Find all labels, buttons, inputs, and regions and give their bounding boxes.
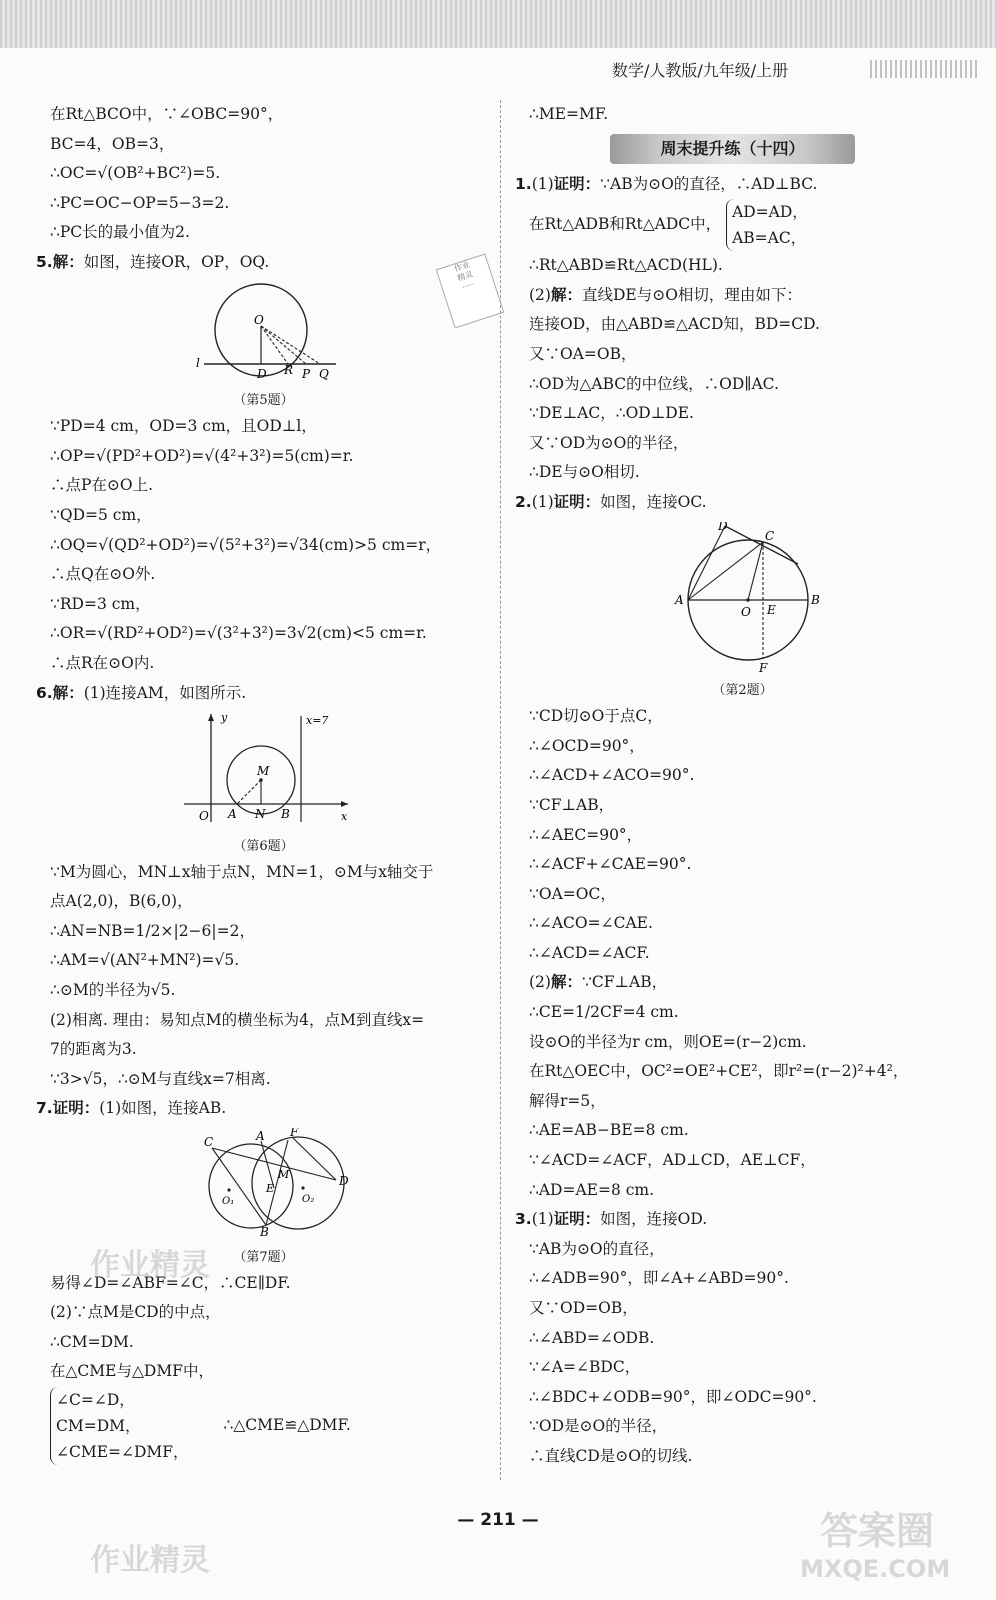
figure-7-diagram xyxy=(36,1128,491,1238)
text-line: ∴点R在⊙O内. xyxy=(50,653,155,672)
question-number: 3. xyxy=(515,1210,532,1229)
watermark: 作业精灵 xyxy=(90,1248,210,1283)
text-span: ∵CF⊥AB， xyxy=(581,973,668,992)
label-y: y xyxy=(221,712,228,725)
label-O: O xyxy=(254,312,264,327)
text-line: 7的距离为3. xyxy=(50,1040,137,1059)
part-label: (1) xyxy=(531,492,554,511)
text-line: ∴∠BDC+∠ODB=90°，即∠ODC=90°. xyxy=(529,1387,817,1406)
brace-line: AB=AC， xyxy=(732,229,807,248)
text-line: ∴CM=DM. xyxy=(50,1332,134,1351)
brace-group xyxy=(50,1387,189,1465)
text-line: 在Rt△ADB和Rt△ADC中， xyxy=(529,215,722,234)
text-line: BC=4，OB=3， xyxy=(50,134,175,153)
text-line: ∵∠A=∠BDC， xyxy=(529,1358,641,1377)
brace-line-container xyxy=(515,199,970,251)
label-x: x xyxy=(341,810,348,824)
text-span: 直线DE与⊙O相切，理由如下： xyxy=(581,285,802,304)
label-O1: O₁ xyxy=(222,1196,235,1208)
text-line: (2)∵点M是CD的中点， xyxy=(50,1303,221,1322)
figure-caption: （第5题） xyxy=(233,393,294,409)
label-F: F xyxy=(290,1128,299,1140)
part-label: (1) xyxy=(531,174,554,193)
header-pattern-bar xyxy=(0,0,996,48)
label-Q: Q xyxy=(319,366,329,381)
label-M: M xyxy=(257,764,270,779)
label-C: C xyxy=(204,1135,214,1150)
text-line: ∴PC=OC−OP=5−3=2. xyxy=(50,193,230,212)
text-line: 又∵OD为⊙O的半径， xyxy=(529,433,689,452)
text-line: ∴PC长的最小值为2. xyxy=(50,223,190,242)
text-line: ∴OR=√(RD²+OD²)=√(3²+3²)=3√2(cm)<5 cm=r. xyxy=(50,624,427,643)
text-line: 设⊙O的半径为r cm，则OE=(r−2)cm. xyxy=(529,1032,807,1051)
label-P: P xyxy=(302,366,311,381)
question-number: 7. xyxy=(36,1099,53,1118)
brace-system xyxy=(36,1387,491,1465)
text-line: ∴点P在⊙O上. xyxy=(50,476,154,495)
figure-caption: （第2题） xyxy=(712,683,773,699)
text-line: ∴∠ACD=∠ACF. xyxy=(529,943,650,962)
header-decoration xyxy=(870,60,980,78)
text-line: 在△CME与△DMF中， xyxy=(50,1362,214,1381)
question-1-header xyxy=(515,170,970,200)
text-line: ∵DE⊥AC，∴OD⊥DE. xyxy=(529,404,694,423)
text-line: ∴ME=MF. xyxy=(529,105,609,123)
right-column xyxy=(515,100,970,1472)
question-text: (1)连接AM，如图所示. xyxy=(83,683,247,702)
congruence-conclusion: ∴△CME≌△DMF. xyxy=(223,1416,351,1435)
label-O: O xyxy=(741,604,751,619)
label-M: M xyxy=(278,1168,290,1182)
label-A: A xyxy=(675,592,684,607)
label-E: E xyxy=(767,602,776,617)
text-line: 在Rt△OEC中，OC²=OE²+CE²，即r²=(r−2)²+4²， xyxy=(529,1062,909,1081)
text-line: ∵OD是⊙O的半径， xyxy=(529,1417,668,1436)
text-line: ∵∠ACD=∠ACF，AD⊥CD，AE⊥CF， xyxy=(529,1151,816,1170)
question-text: (1)如图，连接AB. xyxy=(99,1099,227,1118)
question-2-header xyxy=(515,488,970,518)
figure-6 xyxy=(36,712,491,856)
label-l: l xyxy=(196,355,200,370)
question-number: 2. xyxy=(515,492,532,511)
text-line: ∴CE=1/2CF=4 cm. xyxy=(529,1003,679,1022)
question-text: 如图，连接OC. xyxy=(600,492,707,511)
question-5-header xyxy=(36,248,491,278)
watermark: MXQE.COM xyxy=(800,1555,951,1583)
label-O2: O₂ xyxy=(302,1194,315,1206)
text-line: ∵AB为⊙O的直径， xyxy=(529,1239,665,1258)
question-number: 6. xyxy=(36,683,53,702)
question-text: 如图，连接OD. xyxy=(600,1210,708,1229)
text-line: ∴Rt△ABD≌Rt△ACD(HL). xyxy=(529,256,723,275)
text-line: ∴DE与⊙O相切. xyxy=(529,463,640,482)
text-line: ∵PD=4 cm，OD=3 cm，且OD⊥l， xyxy=(50,417,317,436)
text-line: 在Rt△BCO中，∵∠OBC=90°， xyxy=(50,105,284,123)
page-number: — 211 — xyxy=(457,1510,539,1530)
text-line: ∴AD=AE=8 cm. xyxy=(529,1180,655,1199)
text-line: (2)相离. 理由：易知点M的横坐标为4，点M到直线x= xyxy=(50,1010,425,1029)
proof-label: 证明： xyxy=(553,174,601,193)
label-R: R xyxy=(284,362,294,377)
text-line: 点A(2,0)，B(6,0)， xyxy=(50,892,193,911)
text-line: ∴∠ACF+∠CAE=90°. xyxy=(529,855,692,874)
text-line: ∵QD=5 cm， xyxy=(50,505,152,524)
label-D: D xyxy=(718,521,728,533)
section-heading: 周末提升练（十四） xyxy=(610,134,855,164)
text-line: ∵3>√5，∴⊙M与直线x=7相离. xyxy=(50,1069,271,1088)
text-line: 解得r=5， xyxy=(529,1091,606,1110)
text-line: ∴∠ABD=∠ODB. xyxy=(529,1328,655,1347)
question-text: 如图，连接OR，OP，OQ. xyxy=(83,252,270,271)
text-line: 又∵OA=OB， xyxy=(529,344,637,363)
text-line: ∴∠ACD+∠ACO=90°. xyxy=(529,766,695,785)
label-D: D xyxy=(339,1174,349,1189)
watermark: 答案圈 xyxy=(820,1509,935,1553)
label-A: A xyxy=(228,807,237,822)
proof-label: 证明： xyxy=(553,1210,601,1229)
brace-line: ∠C=∠D， xyxy=(56,1391,135,1409)
label-A: A xyxy=(256,1129,265,1144)
solution-label: 解： xyxy=(52,683,84,702)
figure-2-diagram xyxy=(515,522,970,672)
proof-label: 证明： xyxy=(52,1099,100,1118)
brace-line: CM=DM， xyxy=(56,1417,141,1435)
figure-caption: （第7题） xyxy=(233,1249,294,1265)
label-E: E xyxy=(266,1182,275,1196)
text-line: ∴∠OCD=90°， xyxy=(529,736,645,755)
label-B: B xyxy=(260,1225,269,1239)
column-divider xyxy=(500,100,501,1480)
text-line: ∵CD切⊙O于点C， xyxy=(529,707,663,726)
proof-label: 证明： xyxy=(553,492,601,511)
label-O: O xyxy=(199,809,209,824)
text-line: ∴直线CD是⊙O的切线. xyxy=(529,1446,693,1465)
part-label: (2) xyxy=(529,285,551,304)
label-F: F xyxy=(759,660,768,672)
book-title: 数学/人教版/九年级/上册 xyxy=(612,61,789,80)
text-line xyxy=(515,281,970,311)
question-number: 5. xyxy=(36,252,53,271)
text-line: ∵OA=OC， xyxy=(529,884,616,903)
label-x7: x=7 xyxy=(306,714,329,728)
text-line: ∴⊙M的半径为√5. xyxy=(50,981,176,1000)
part-label: (2) xyxy=(529,973,551,992)
text-line: 连接OD，由△ABD≌△ACD知，BD=CD. xyxy=(529,315,820,334)
question-7-header xyxy=(36,1094,491,1124)
text-line: ∴OP=√(PD²+OD²)=√(4²+3²)=5(cm)=r. xyxy=(50,446,354,465)
label-D: D xyxy=(257,366,267,381)
figure-5-diagram xyxy=(36,282,491,382)
text-line: ∴AN=NB=1/2×|2−6|=2， xyxy=(50,921,255,940)
solution-label: 解： xyxy=(52,252,84,271)
text-line: ∴∠AEC=90°， xyxy=(529,825,643,844)
stamp-seal: 作业 精灵 ····· xyxy=(436,253,505,328)
solution-label: 解： xyxy=(550,973,582,992)
label-C: C xyxy=(765,528,775,543)
text-line: ∴∠ADB=90°，即∠A+∠ABD=90°. xyxy=(529,1269,789,1288)
part-label: (1) xyxy=(531,1210,554,1229)
text-line: ∵CF⊥AB， xyxy=(529,795,615,814)
brace-group xyxy=(726,199,808,251)
label-B: B xyxy=(281,807,290,822)
text-line: ∴AM=√(AN²+MN²)=√5. xyxy=(50,951,240,970)
question-text: ∵AB为⊙O的直径，∴AD⊥BC. xyxy=(600,174,818,193)
watermark: 作业精灵 xyxy=(90,1543,210,1578)
figure-5 xyxy=(36,282,491,411)
text-line: ∵RD=3 cm， xyxy=(50,594,151,613)
solution-label: 解： xyxy=(550,285,582,304)
brace-line: AD=AD， xyxy=(732,203,808,222)
label-N: N xyxy=(255,807,266,822)
text-line xyxy=(515,968,970,998)
question-number: 1. xyxy=(515,174,532,193)
question-6-header xyxy=(36,679,491,709)
text-line: ∴OC=√(OB²+BC²)=5. xyxy=(50,164,221,183)
figure-caption: （第6题） xyxy=(233,838,294,854)
figure-6-diagram xyxy=(36,712,491,827)
text-line: 易得∠D=∠ABF=∠C，∴CE∥DF. xyxy=(50,1273,291,1292)
brace-line: ∠CME=∠DMF， xyxy=(56,1443,189,1461)
text-line: ∴OD为△ABC的中位线，∴OD∥AC. xyxy=(529,374,779,393)
text-line: ∴OQ=√(QD²+OD²)=√(5²+3²)=√34(cm)>5 cm=r， xyxy=(50,535,442,554)
figure-2 xyxy=(515,522,970,701)
question-3-header xyxy=(515,1205,970,1235)
text-line: ∴点Q在⊙O外. xyxy=(50,565,156,584)
text-line: 又∵OD=OB， xyxy=(529,1299,638,1317)
text-line: ∴AE=AB−BE=8 cm. xyxy=(529,1121,689,1140)
text-line: ∴∠ACO=∠CAE. xyxy=(529,914,653,933)
label-B: B xyxy=(811,592,820,607)
text-line: ∵M为圆心，MN⊥x轴于点N，MN=1，⊙M与x轴交于 xyxy=(50,862,434,881)
